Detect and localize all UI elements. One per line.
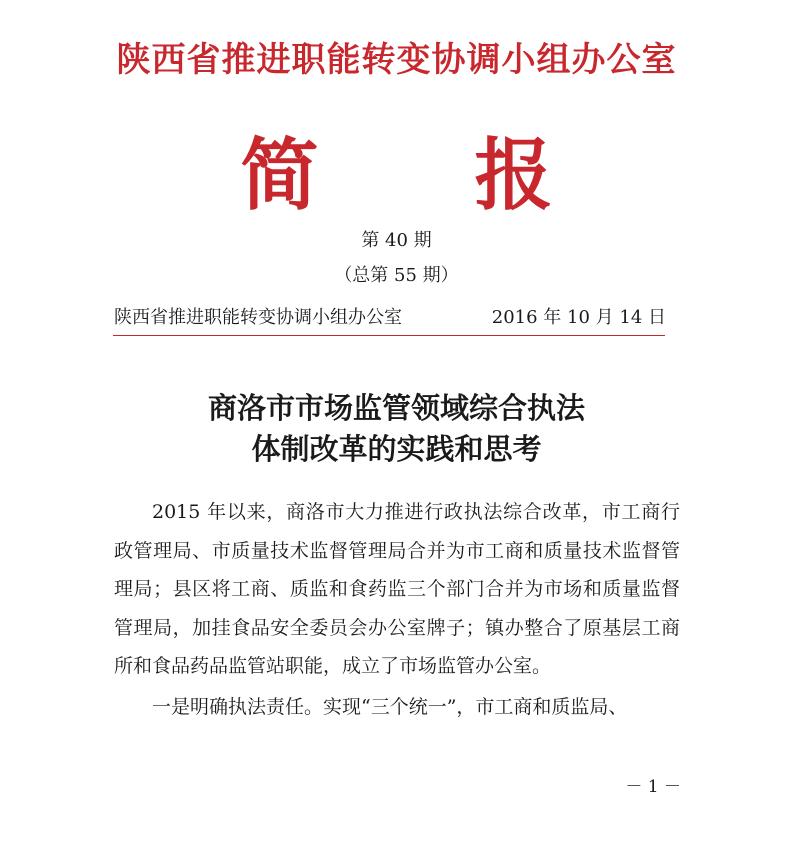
body-paragraph: 一是明确执法责任。实现“三个统一”，市工商和质监局、 xyxy=(152,695,628,718)
bulletin-title: 简 报 xyxy=(240,130,553,221)
page-number: － 1 － xyxy=(625,777,681,797)
article-title-line-2: 体制改革的实践和思考 xyxy=(251,432,542,466)
organization-header: 陕西省推进职能转变协调小组办公室 xyxy=(116,40,677,80)
issue-number: 第 40 期 xyxy=(361,230,432,251)
article-body xyxy=(114,493,680,728)
body-paragraph: 2015 年以来，商洛市大力推进行政执法综合改革，市工商行政管理局、市质量技术监督管理局合并为市工商和质量技术监督管理局；县区将工商、质监和食药监三个部门合并为市场和质量监督管理局，加挂食品安全委员会办公室牌子；镇办整合了原基层工商所和食品药品监管站职能，成立了市场监管办公室。 xyxy=(114,501,680,677)
publish-date: 2016 年 10 月 14 日 xyxy=(491,307,666,328)
publisher-name: 陕西省推进职能转变协调小组办公室 xyxy=(114,307,402,328)
article-title xyxy=(0,388,793,470)
red-divider-line xyxy=(113,335,665,336)
article-title-line-1: 商洛市市场监管领域综合执法 xyxy=(207,391,585,425)
total-issue-number: （总第 55 期） xyxy=(334,265,459,286)
